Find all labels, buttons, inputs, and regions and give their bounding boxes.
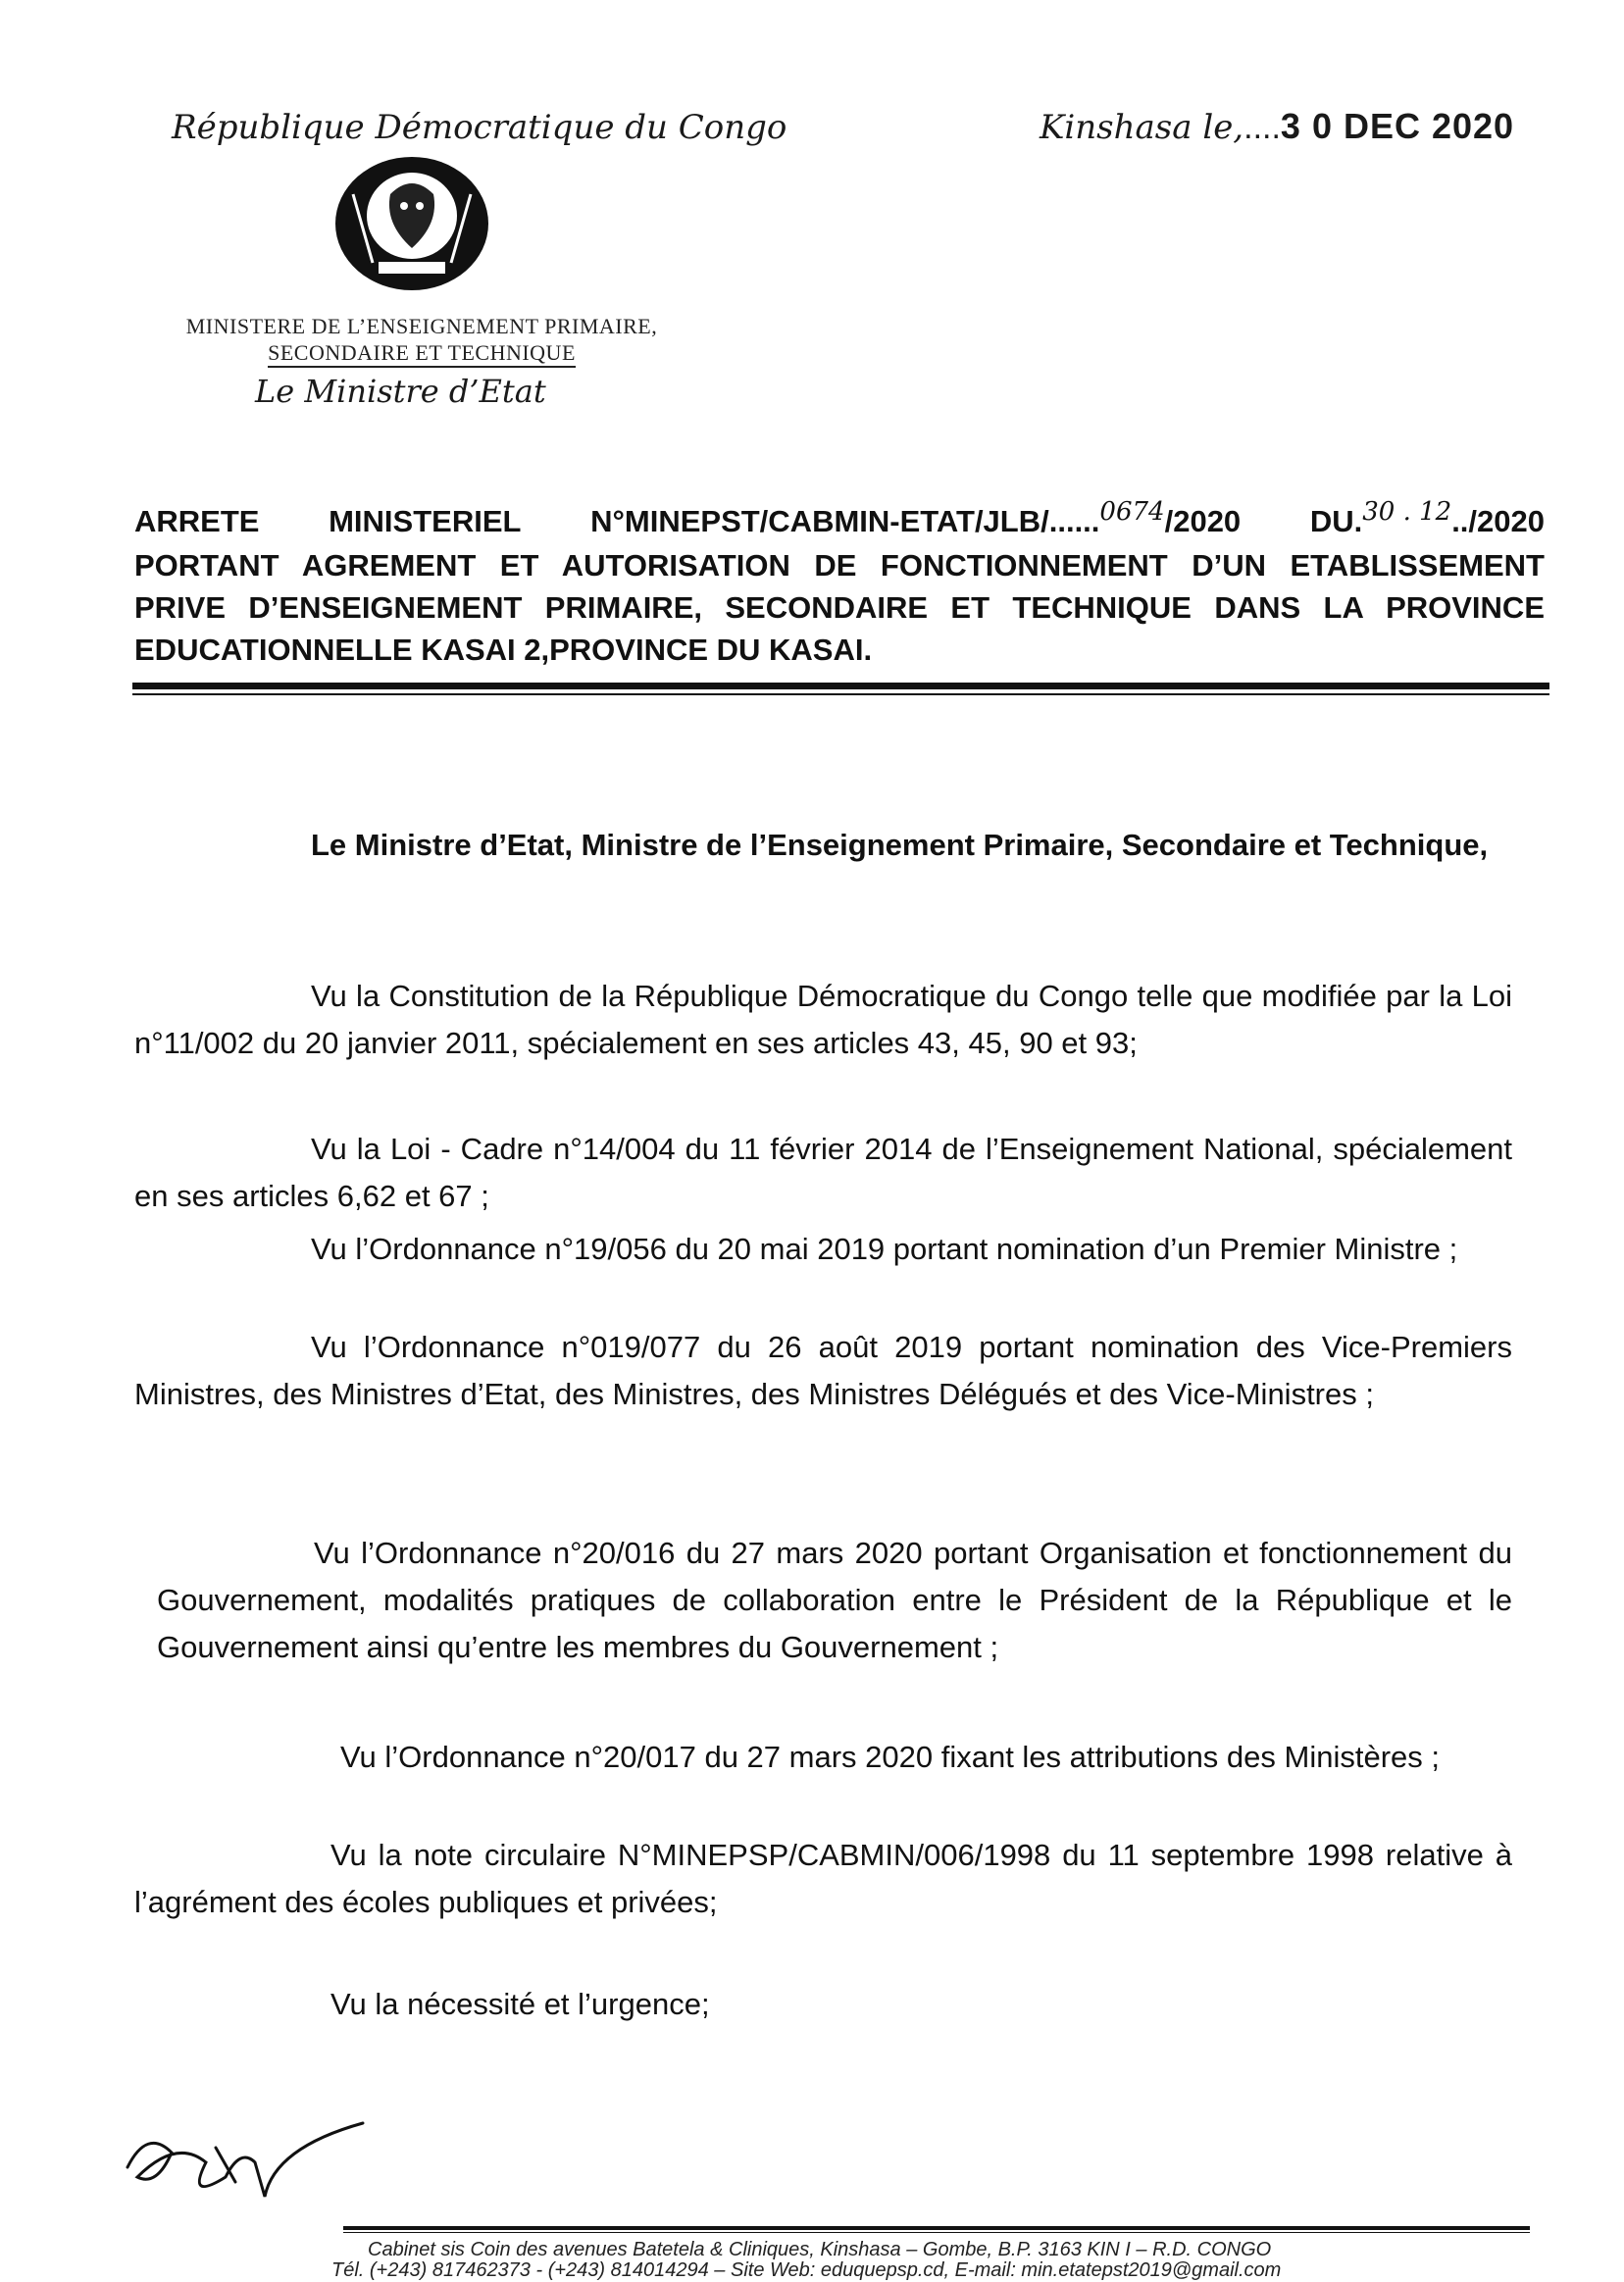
handwritten-signature: [118, 2108, 373, 2221]
ministry-name-line2: SECONDAIRE ET TECHNIQUE: [108, 340, 736, 366]
note-circulaire-paragraph: Vu la note circulaire N°MINEPSP/CABMIN/006/1998 du 11 septembre 1998 relative à l’agrément des écoles publiques et privées;: [134, 1838, 1512, 1919]
ordonnance-attributions-paragraph: Vu l’Ordonnance n°20/017 du 27 mars 2020 fixant les attributions des Ministères ;: [340, 1740, 1440, 1774]
loi-cadre-paragraph: Vu la Loi - Cadre n°14/004 du 11 février 2014 de l’Enseignement National, spécialement en ses articles 6,62 et 67 ;: [134, 1132, 1512, 1213]
title-word-ministeriel: MINISTERIEL: [329, 504, 522, 538]
footer-contacts: Tél. (+243) 817462373 - (+243) 814014294 – Site Web: eduquepsp.cd, E-mail: min.etatepst2019@gmail.com: [331, 2259, 1282, 2281]
ordonnance-gouvernement-paragraph: Vu l’Ordonnance n°20/016 du 27 mars 2020 portant Organisation et fonctionnement du Gouvernement, modalités pratiques de collaboration entre le Président de la République et le Gouvernement ainsi qu’entre les membres du Gouvernement ;: [157, 1536, 1512, 1664]
coat-of-arms-emblem: [324, 155, 500, 307]
handwritten-number: 0674: [1099, 497, 1165, 527]
minister-title: Le Ministre d’Etat: [255, 373, 546, 410]
ministry-name: MINISTERE DE L’ENSEIGNEMENT PRIMAIRE,: [185, 314, 658, 338]
handwritten-date: 30 . 12: [1362, 497, 1452, 527]
ordonnance-vice-ministres-paragraph: Vu l’Ordonnance n°019/077 du 26 août 2019 portant nomination des Vice-Premiers Ministres, des Ministres d’Etat, des Ministres, des Ministres Délégués et des Vice-Ministres ;: [134, 1330, 1512, 1411]
footer-address: Cabinet sis Coin des avenues Batetela & Cliniques, Kinshasa – Gombe, B.P. 3163 KIN I – R.D. CONGO: [368, 2239, 1272, 2260]
date-prefix: Kinshasa le,: [1040, 108, 1244, 147]
necessite-paragraph: Vu la nécessité et l’urgence;: [330, 1987, 710, 2021]
date-stamp: 3 0 DEC 2020: [1280, 106, 1515, 146]
title-word-arrete: ARRETE: [134, 504, 260, 538]
footer-divider-thin: [343, 2232, 1530, 2233]
arrete-title-line1: [134, 497, 1545, 545]
title-divider: [132, 683, 1549, 689]
arrete-date: DU.$^{30 . 12}$../2020: [1309, 497, 1545, 538]
date-line: Kinshasa le,....3 0 DEC 2020: [1040, 106, 1515, 147]
arrete-title-line4: EDUCATIONNELLE KASAI 2,PROVINCE DU KASAI.: [134, 633, 873, 667]
ordonnance-premier-ministre-paragraph: Vu l’Ordonnance n°19/056 du 20 mai 2019 portant nomination d’un Premier Ministre ;: [311, 1232, 1458, 1266]
footer-divider: [343, 2226, 1530, 2230]
republic-heading: République Démocratique du Congo: [172, 108, 787, 147]
minister-paragraph: Le Ministre d’Etat, Ministre de l’Enseignement Primaire, Secondaire et Technique,: [311, 828, 1489, 862]
arrete-title-line2: PORTANT AGREMENT ET AUTORISATION DE FONCTIONNEMENT D’UN ETABLISSEMENT: [134, 548, 1545, 583]
title-divider-thin: [132, 693, 1549, 695]
arrete-number: N°MINEPST/CABMIN-ETAT/JLB/......$^{0674}$/2020: [590, 497, 1242, 538]
constitution-paragraph: Vu la Constitution de la République Démocratique du Congo telle que modifiée par la Loi n°11/002 du 20 janvier 2011, spécialement en ses articles 43, 45, 90 et 93;: [134, 979, 1512, 1060]
arrete-title-line3: PRIVE D’ENSEIGNEMENT PRIMAIRE, SECONDAIRE ET TECHNIQUE DANS LA PROVINCE: [134, 590, 1545, 625]
